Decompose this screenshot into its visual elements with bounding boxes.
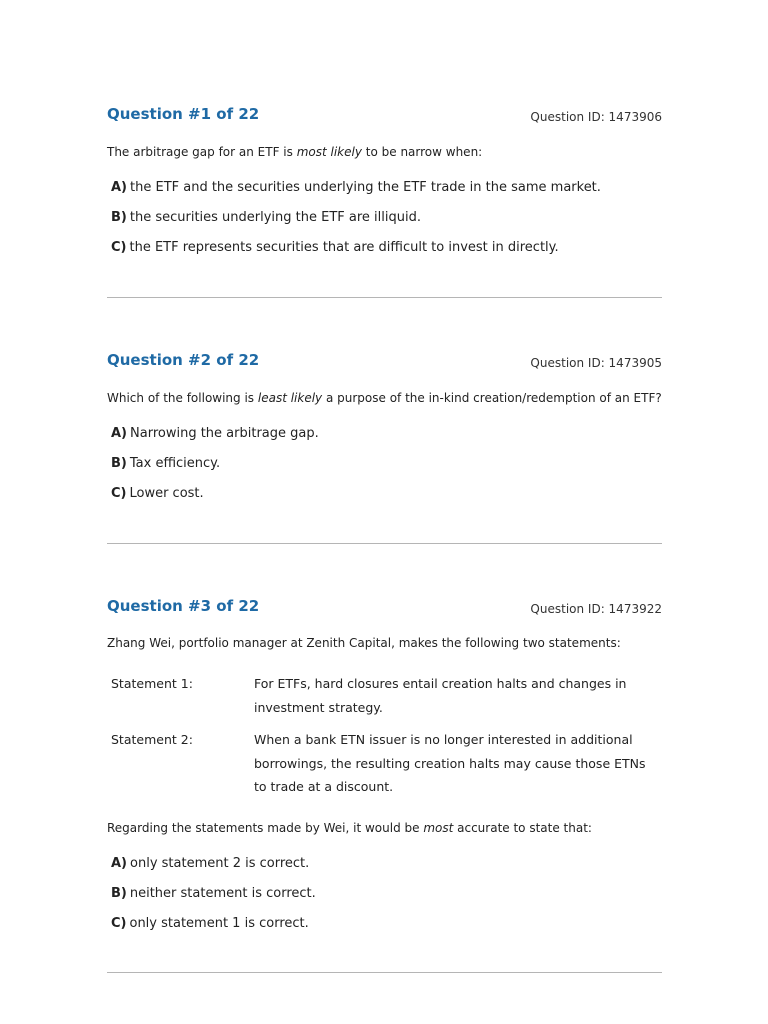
statement-text: For ETFs, hard closures entail creation halts and changes in investment strategy. — [254, 676, 627, 715]
answer-options — [111, 180, 601, 270]
question-title: Question #3 of 22 — [107, 597, 260, 615]
stem-text: accurate to state that: — [453, 821, 592, 835]
statement-label: Statement 2: — [111, 732, 193, 747]
option-letter: C) — [111, 486, 127, 501]
question-divider — [107, 543, 662, 544]
question-divider — [107, 297, 662, 298]
option-text: Tax efficiency. — [129, 456, 221, 471]
answer-option-a[interactable] — [111, 180, 601, 210]
statement-row — [111, 672, 651, 719]
question-stem — [107, 821, 592, 835]
stem-text: to be narrow when: — [361, 145, 483, 159]
option-letter: C) — [111, 240, 127, 255]
option-letter: A) — [111, 856, 128, 871]
stem-emphasis: least likely — [257, 391, 323, 405]
answer-option-a[interactable] — [111, 426, 319, 456]
option-letter: C) — [111, 916, 127, 931]
stem-text: Regarding the statements made by Wei, it would be — [107, 821, 424, 835]
option-text: neither statement is correct. — [129, 886, 316, 901]
option-letter: B) — [111, 456, 127, 471]
option-letter: B) — [111, 886, 127, 901]
answer-option-b[interactable] — [111, 210, 601, 240]
answer-option-a[interactable] — [111, 856, 316, 886]
question-stem — [107, 145, 482, 159]
option-text: Lower cost. — [129, 486, 204, 501]
stem-text: a purpose of the in-kind creation/redemption of an ETF? — [322, 391, 662, 405]
stem-text: The arbitrage gap for an ETF is — [107, 145, 297, 159]
option-text: the securities underlying the ETF are illiquid. — [129, 210, 421, 225]
option-text: only statement 2 is correct. — [130, 856, 310, 871]
statement-label: Statement 1: — [111, 676, 193, 691]
answer-option-b[interactable] — [111, 886, 316, 916]
answer-option-b[interactable] — [111, 456, 319, 486]
option-text: only statement 1 is correct. — [129, 916, 309, 931]
statements-table — [111, 672, 651, 799]
question-intro: Zhang Wei, portfolio manager at Zenith Capital, makes the following two statements: — [107, 636, 621, 650]
option-letter: B) — [111, 210, 127, 225]
answer-options — [111, 856, 316, 946]
option-letter: A) — [111, 426, 128, 441]
option-text: the ETF represents securities that are difficult to invest in directly. — [129, 240, 559, 255]
statement-text: When a bank ETN issuer is no longer interested in additional borrowings, the resulting creation halts may cause those ETNs to trade at a discount. — [254, 732, 646, 794]
stem-emphasis: most — [423, 821, 454, 835]
option-letter: A) — [111, 180, 128, 195]
stem-text: Which of the following is — [107, 391, 258, 405]
answer-option-c[interactable] — [111, 486, 319, 516]
question-id: Question ID: 1473922 — [530, 602, 662, 616]
statement-row — [111, 728, 651, 799]
question-title: Question #2 of 22 — [107, 351, 260, 369]
question-id: Question ID: 1473905 — [530, 356, 662, 370]
stem-emphasis: most likely — [296, 145, 362, 159]
question-divider — [107, 972, 662, 973]
answer-option-c[interactable] — [111, 916, 316, 946]
question-title: Question #1 of 22 — [107, 105, 260, 123]
option-text: Narrowing the arbitrage gap. — [130, 426, 319, 441]
answer-option-c[interactable] — [111, 240, 601, 270]
question-id: Question ID: 1473906 — [530, 110, 662, 124]
question-stem — [107, 391, 662, 405]
option-text: the ETF and the securities underlying the ETF trade in the same market. — [130, 180, 601, 195]
answer-options — [111, 426, 319, 516]
